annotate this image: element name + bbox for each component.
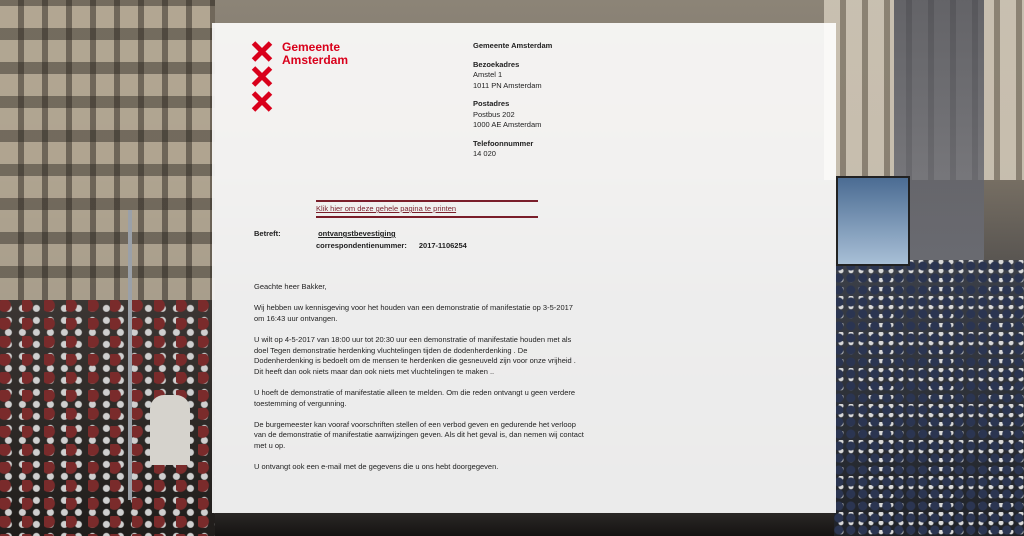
letter-body	[254, 282, 584, 483]
correspondence-number: 2017-1106254	[418, 241, 467, 250]
x-cross-icon	[252, 41, 272, 61]
background-video-screen	[836, 176, 910, 266]
correspondence-label: correspondentienummer:	[316, 241, 407, 250]
logo-text	[282, 41, 348, 67]
logo-line2: Amsterdam	[282, 53, 349, 67]
background-building-windows	[0, 0, 215, 300]
phone-label: Telefoonnummer	[473, 138, 534, 148]
salutation: Geachte heer Bakker,	[254, 282, 327, 291]
visit-address-line2: 1011 PN Amsterdam	[473, 80, 542, 90]
background-lamp-pole	[128, 210, 132, 500]
background-bottom-crowd	[215, 512, 834, 536]
logo-line1: Gemeente	[282, 40, 341, 54]
subject-link[interactable]: ontvangstbevestiging	[318, 229, 396, 238]
org-name: Gemeente Amsterdam	[473, 41, 553, 50]
x-cross-icon	[252, 66, 272, 86]
post-address-line1: Postbus 202	[473, 109, 515, 119]
paragraph-received: Wij hebben uw kennisgeving voor het houden van een demonstratie of manifestatie op 3-5-2017 om 16:43 uur ontvangen.	[254, 303, 573, 323]
paragraph-email: U ontvangt ook een e-mail met de gegevens die u ons hebt doorgegeven.	[254, 462, 499, 472]
letter-panel	[212, 23, 836, 513]
paragraph-notice: U hoeft de demonstratie of manifestatie alleen te melden. Om die reden ontvangt u geen verdere toestemming of vergunning.	[254, 387, 576, 408]
paragraph-purpose: U wilt op 4-5-2017 van 18:00 uur tot 20:30 uur een demonstratie of manifestatie houden met als doel Tegen demonstratie herdenking vluchtelingen tijden de dodenherdenking . De Dodenherdenking is bedoelt om de mensen te herdenken die gesneuveld zijn voor onze vrijheid . Dit heeft dan ook niets maar dan ook niets met vluchtelingen te maken ..	[254, 334, 576, 376]
post-address-label: Postadres	[473, 99, 510, 108]
reference-block	[254, 228, 467, 252]
background-monument	[150, 395, 190, 465]
print-page-link[interactable]: Klik hier om deze gehele pagina te printen	[316, 200, 538, 218]
x-cross-icon	[252, 91, 272, 111]
address-block	[473, 41, 552, 160]
phone-value: 14 020	[473, 149, 496, 158]
paragraph-mayor: De burgemeester kan vooraf voorschriften stellen of een verbod geven en gedurende het verloop van de demonstratie of manifestatie aanwijzingen geven. Als dit het geval is, dan nemen wij contact met u op.	[254, 419, 584, 450]
visit-address-label: Bezoekadres	[473, 59, 520, 69]
background-crowd-right	[834, 260, 1024, 536]
subject-label: Betreft:	[254, 229, 281, 238]
post-address-line2: 1000 AE Amsterdam	[473, 120, 542, 129]
visit-address-line1: Amstel 1	[473, 70, 503, 79]
